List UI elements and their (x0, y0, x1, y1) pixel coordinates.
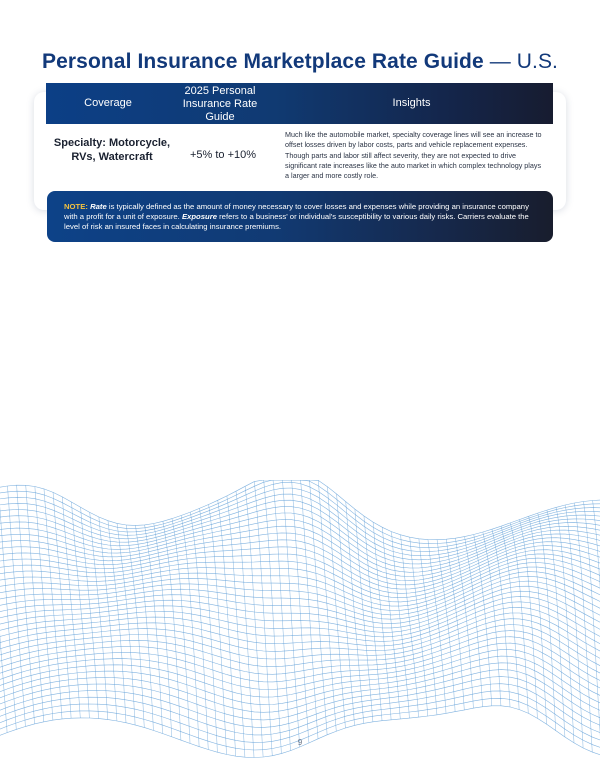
note-label: NOTE: (64, 202, 88, 211)
coverage-cell: Specialty: Motorcycle, RVs, Watercraft (53, 137, 171, 163)
header-insights: Insights (392, 97, 431, 109)
note-box (47, 191, 553, 242)
header-coverage: Coverage (84, 97, 132, 109)
page-title-suffix: — U.S. (483, 50, 558, 73)
page-title (0, 50, 600, 74)
note-term-exposure: Exposure (181, 212, 217, 221)
note-text-2: refers to a business' or individual's susceptibility to various daily risks. Carriers evaluate the level of risk an insured faces in calculating insurance premiums. (64, 212, 529, 231)
wireframe-wave-graphic (0, 480, 600, 776)
note-text-1: is typically defined as the amount of money necessary to cover losses and expenses while providing an insurance company with a profit for a unit of exposure. (64, 202, 529, 221)
rate-cell: +5% to +10% (189, 149, 257, 161)
page-number: 9 (297, 738, 303, 747)
insights-cell: Much like the automobile market, specialty coverage lines will see an increase to offset losses driven by labor costs, parts and vehicle replacement expenses. Though parts and labor still affect severity, they are not expected to drive significant rate increases like the auto market in which complex technology plays a larger and more costly role. (285, 130, 542, 181)
header-rate-guide: 2025 Personal Insurance Rate Guide (182, 85, 258, 123)
page-title-main: Personal Insurance Marketplace Rate Guide (42, 50, 484, 73)
rate-table-header (46, 83, 553, 124)
note-term-rate: Rate (90, 202, 107, 211)
